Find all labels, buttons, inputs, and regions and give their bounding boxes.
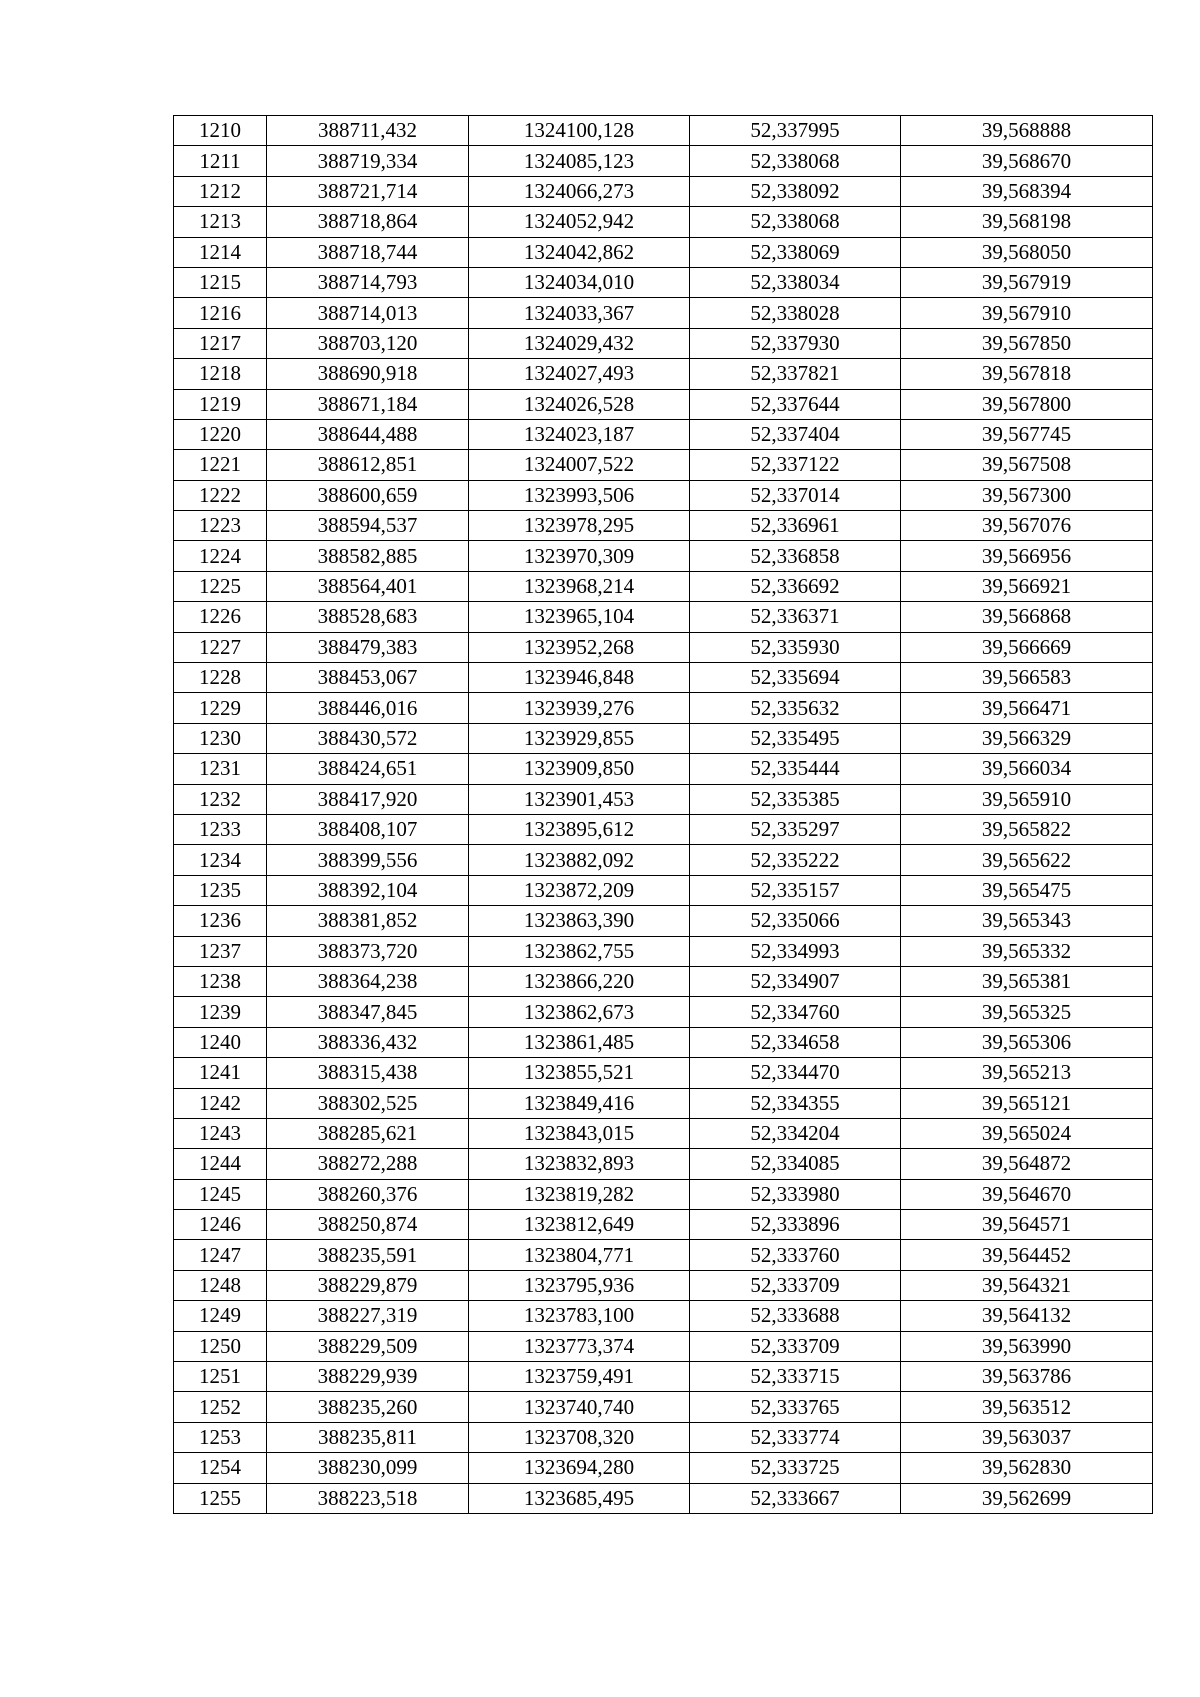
point-number-cell: 1222 (174, 480, 267, 510)
point-number-cell: 1217 (174, 328, 267, 358)
point-number-cell: 1212 (174, 176, 267, 206)
x-coordinate-cell: 388347,845 (267, 997, 469, 1027)
table-row (174, 267, 1153, 297)
y-coordinate-cell: 1323993,506 (469, 480, 690, 510)
longitude-cell: 39,567300 (901, 480, 1153, 510)
latitude-cell: 52,333709 (690, 1270, 901, 1300)
y-coordinate-cell: 1324042,862 (469, 237, 690, 267)
latitude-cell: 52,338028 (690, 298, 901, 328)
longitude-cell: 39,567076 (901, 511, 1153, 541)
point-number-cell: 1226 (174, 602, 267, 632)
coordinates-table-body (174, 116, 1153, 1514)
point-number-cell: 1243 (174, 1118, 267, 1148)
point-number-cell: 1244 (174, 1149, 267, 1179)
longitude-cell: 39,568050 (901, 237, 1153, 267)
latitude-cell: 52,334993 (690, 936, 901, 966)
longitude-cell: 39,563512 (901, 1392, 1153, 1422)
latitude-cell: 52,336858 (690, 541, 901, 571)
longitude-cell: 39,566956 (901, 541, 1153, 571)
table-row (174, 176, 1153, 206)
latitude-cell: 52,336371 (690, 602, 901, 632)
point-number-cell: 1218 (174, 359, 267, 389)
table-row (174, 997, 1153, 1027)
x-coordinate-cell: 388718,744 (267, 237, 469, 267)
y-coordinate-cell: 1323882,092 (469, 845, 690, 875)
y-coordinate-cell: 1323872,209 (469, 875, 690, 905)
x-coordinate-cell: 388430,572 (267, 723, 469, 753)
y-coordinate-cell: 1323773,374 (469, 1331, 690, 1361)
point-number-cell: 1214 (174, 237, 267, 267)
table-row (174, 1270, 1153, 1300)
x-coordinate-cell: 388582,885 (267, 541, 469, 571)
table-row (174, 906, 1153, 936)
y-coordinate-cell: 1323685,495 (469, 1483, 690, 1513)
point-number-cell: 1223 (174, 511, 267, 541)
table-row (174, 723, 1153, 753)
latitude-cell: 52,338069 (690, 237, 901, 267)
table-row (174, 845, 1153, 875)
latitude-cell: 52,334658 (690, 1027, 901, 1057)
longitude-cell: 39,563037 (901, 1422, 1153, 1452)
latitude-cell: 52,335632 (690, 693, 901, 723)
longitude-cell: 39,566329 (901, 723, 1153, 753)
point-number-cell: 1254 (174, 1453, 267, 1483)
longitude-cell: 39,566868 (901, 602, 1153, 632)
x-coordinate-cell: 388594,537 (267, 511, 469, 541)
x-coordinate-cell: 388364,238 (267, 966, 469, 996)
point-number-cell: 1246 (174, 1210, 267, 1240)
table-row (174, 146, 1153, 176)
point-number-cell: 1245 (174, 1179, 267, 1209)
latitude-cell: 52,337404 (690, 419, 901, 449)
y-coordinate-cell: 1324026,528 (469, 389, 690, 419)
table-row (174, 298, 1153, 328)
y-coordinate-cell: 1323901,453 (469, 784, 690, 814)
latitude-cell: 52,335930 (690, 632, 901, 662)
table-row (174, 450, 1153, 480)
point-number-cell: 1219 (174, 389, 267, 419)
table-row (174, 693, 1153, 723)
longitude-cell: 39,565343 (901, 906, 1153, 936)
latitude-cell: 52,333896 (690, 1210, 901, 1240)
longitude-cell: 39,563990 (901, 1331, 1153, 1361)
table-row (174, 541, 1153, 571)
y-coordinate-cell: 1323861,485 (469, 1027, 690, 1057)
latitude-cell: 52,333725 (690, 1453, 901, 1483)
latitude-cell: 52,335495 (690, 723, 901, 753)
y-coordinate-cell: 1324034,010 (469, 267, 690, 297)
latitude-cell: 52,333760 (690, 1240, 901, 1270)
table-row (174, 207, 1153, 237)
latitude-cell: 52,337930 (690, 328, 901, 358)
point-number-cell: 1234 (174, 845, 267, 875)
point-number-cell: 1242 (174, 1088, 267, 1118)
y-coordinate-cell: 1324027,493 (469, 359, 690, 389)
point-number-cell: 1251 (174, 1362, 267, 1392)
table-row (174, 1483, 1153, 1513)
point-number-cell: 1255 (174, 1483, 267, 1513)
longitude-cell: 39,563786 (901, 1362, 1153, 1392)
table-row (174, 1179, 1153, 1209)
x-coordinate-cell: 388223,518 (267, 1483, 469, 1513)
longitude-cell: 39,567508 (901, 450, 1153, 480)
y-coordinate-cell: 1323843,015 (469, 1118, 690, 1148)
longitude-cell: 39,564670 (901, 1179, 1153, 1209)
table-row (174, 1210, 1153, 1240)
y-coordinate-cell: 1324023,187 (469, 419, 690, 449)
latitude-cell: 52,333765 (690, 1392, 901, 1422)
x-coordinate-cell: 388227,319 (267, 1301, 469, 1331)
x-coordinate-cell: 388260,376 (267, 1179, 469, 1209)
x-coordinate-cell: 388719,334 (267, 146, 469, 176)
point-number-cell: 1233 (174, 814, 267, 844)
latitude-cell: 52,336692 (690, 571, 901, 601)
latitude-cell: 52,335297 (690, 814, 901, 844)
point-number-cell: 1247 (174, 1240, 267, 1270)
point-number-cell: 1253 (174, 1422, 267, 1452)
point-number-cell: 1220 (174, 419, 267, 449)
point-number-cell: 1215 (174, 267, 267, 297)
longitude-cell: 39,568670 (901, 146, 1153, 176)
table-row (174, 936, 1153, 966)
table-row (174, 480, 1153, 510)
x-coordinate-cell: 388229,879 (267, 1270, 469, 1300)
table-row (174, 419, 1153, 449)
y-coordinate-cell: 1323862,755 (469, 936, 690, 966)
point-number-cell: 1240 (174, 1027, 267, 1057)
point-number-cell: 1211 (174, 146, 267, 176)
latitude-cell: 52,334760 (690, 997, 901, 1027)
x-coordinate-cell: 388392,104 (267, 875, 469, 905)
longitude-cell: 39,566471 (901, 693, 1153, 723)
point-number-cell: 1229 (174, 693, 267, 723)
x-coordinate-cell: 388612,851 (267, 450, 469, 480)
latitude-cell: 52,337821 (690, 359, 901, 389)
latitude-cell: 52,338068 (690, 207, 901, 237)
table-row (174, 237, 1153, 267)
point-number-cell: 1239 (174, 997, 267, 1027)
x-coordinate-cell: 388235,811 (267, 1422, 469, 1452)
x-coordinate-cell: 388315,438 (267, 1058, 469, 1088)
longitude-cell: 39,565475 (901, 875, 1153, 905)
latitude-cell: 52,337995 (690, 116, 901, 146)
latitude-cell: 52,335444 (690, 754, 901, 784)
x-coordinate-cell: 388302,525 (267, 1088, 469, 1118)
y-coordinate-cell: 1323978,295 (469, 511, 690, 541)
latitude-cell: 52,333980 (690, 1179, 901, 1209)
y-coordinate-cell: 1323740,740 (469, 1392, 690, 1422)
y-coordinate-cell: 1323849,416 (469, 1088, 690, 1118)
point-number-cell: 1235 (174, 875, 267, 905)
table-row (174, 1331, 1153, 1361)
x-coordinate-cell: 388721,714 (267, 176, 469, 206)
table-row (174, 1027, 1153, 1057)
point-number-cell: 1225 (174, 571, 267, 601)
x-coordinate-cell: 388235,260 (267, 1392, 469, 1422)
y-coordinate-cell: 1323804,771 (469, 1240, 690, 1270)
latitude-cell: 52,334470 (690, 1058, 901, 1088)
x-coordinate-cell: 388373,720 (267, 936, 469, 966)
x-coordinate-cell: 388718,864 (267, 207, 469, 237)
y-coordinate-cell: 1323783,100 (469, 1301, 690, 1331)
y-coordinate-cell: 1324066,273 (469, 176, 690, 206)
latitude-cell: 52,334907 (690, 966, 901, 996)
x-coordinate-cell: 388229,509 (267, 1331, 469, 1361)
latitude-cell: 52,335222 (690, 845, 901, 875)
point-number-cell: 1210 (174, 116, 267, 146)
longitude-cell: 39,567919 (901, 267, 1153, 297)
y-coordinate-cell: 1324052,942 (469, 207, 690, 237)
y-coordinate-cell: 1324033,367 (469, 298, 690, 328)
longitude-cell: 39,567910 (901, 298, 1153, 328)
longitude-cell: 39,566583 (901, 663, 1153, 693)
x-coordinate-cell: 388250,874 (267, 1210, 469, 1240)
longitude-cell: 39,565121 (901, 1088, 1153, 1118)
table-row (174, 966, 1153, 996)
longitude-cell: 39,565910 (901, 784, 1153, 814)
longitude-cell: 39,564452 (901, 1240, 1153, 1270)
table-row (174, 328, 1153, 358)
table-row (174, 875, 1153, 905)
longitude-cell: 39,565332 (901, 936, 1153, 966)
point-number-cell: 1228 (174, 663, 267, 693)
x-coordinate-cell: 388453,067 (267, 663, 469, 693)
point-number-cell: 1231 (174, 754, 267, 784)
latitude-cell: 52,333709 (690, 1331, 901, 1361)
longitude-cell: 39,562830 (901, 1453, 1153, 1483)
y-coordinate-cell: 1323965,104 (469, 602, 690, 632)
coordinates-table (173, 115, 1153, 1514)
table-row (174, 1088, 1153, 1118)
x-coordinate-cell: 388714,013 (267, 298, 469, 328)
longitude-cell: 39,565381 (901, 966, 1153, 996)
y-coordinate-cell: 1323855,521 (469, 1058, 690, 1088)
longitude-cell: 39,568394 (901, 176, 1153, 206)
table-row (174, 1392, 1153, 1422)
table-row (174, 1301, 1153, 1331)
y-coordinate-cell: 1323812,649 (469, 1210, 690, 1240)
longitude-cell: 39,567800 (901, 389, 1153, 419)
latitude-cell: 52,334085 (690, 1149, 901, 1179)
point-number-cell: 1227 (174, 632, 267, 662)
latitude-cell: 52,333774 (690, 1422, 901, 1452)
x-coordinate-cell: 388600,659 (267, 480, 469, 510)
y-coordinate-cell: 1323694,280 (469, 1453, 690, 1483)
longitude-cell: 39,566921 (901, 571, 1153, 601)
table-row (174, 754, 1153, 784)
x-coordinate-cell: 388644,488 (267, 419, 469, 449)
y-coordinate-cell: 1323863,390 (469, 906, 690, 936)
latitude-cell: 52,334355 (690, 1088, 901, 1118)
table-row (174, 116, 1153, 146)
x-coordinate-cell: 388408,107 (267, 814, 469, 844)
x-coordinate-cell: 388446,016 (267, 693, 469, 723)
y-coordinate-cell: 1323968,214 (469, 571, 690, 601)
y-coordinate-cell: 1324085,123 (469, 146, 690, 176)
latitude-cell: 52,338092 (690, 176, 901, 206)
x-coordinate-cell: 388272,288 (267, 1149, 469, 1179)
table-row (174, 632, 1153, 662)
point-number-cell: 1252 (174, 1392, 267, 1422)
x-coordinate-cell: 388690,918 (267, 359, 469, 389)
latitude-cell: 52,338068 (690, 146, 901, 176)
x-coordinate-cell: 388703,120 (267, 328, 469, 358)
latitude-cell: 52,336961 (690, 511, 901, 541)
y-coordinate-cell: 1323819,282 (469, 1179, 690, 1209)
x-coordinate-cell: 388671,184 (267, 389, 469, 419)
longitude-cell: 39,568888 (901, 116, 1153, 146)
latitude-cell: 52,333667 (690, 1483, 901, 1513)
point-number-cell: 1232 (174, 784, 267, 814)
table-row (174, 814, 1153, 844)
table-row (174, 1362, 1153, 1392)
table-row (174, 359, 1153, 389)
longitude-cell: 39,567818 (901, 359, 1153, 389)
x-coordinate-cell: 388479,383 (267, 632, 469, 662)
x-coordinate-cell: 388235,591 (267, 1240, 469, 1270)
latitude-cell: 52,335157 (690, 875, 901, 905)
longitude-cell: 39,565325 (901, 997, 1153, 1027)
longitude-cell: 39,565306 (901, 1027, 1153, 1057)
latitude-cell: 52,337014 (690, 480, 901, 510)
table-row (174, 1240, 1153, 1270)
point-number-cell: 1230 (174, 723, 267, 753)
x-coordinate-cell: 388230,099 (267, 1453, 469, 1483)
table-row (174, 511, 1153, 541)
longitude-cell: 39,567745 (901, 419, 1153, 449)
latitude-cell: 52,333688 (690, 1301, 901, 1331)
latitude-cell: 52,335385 (690, 784, 901, 814)
x-coordinate-cell: 388336,432 (267, 1027, 469, 1057)
x-coordinate-cell: 388285,621 (267, 1118, 469, 1148)
latitude-cell: 52,337644 (690, 389, 901, 419)
y-coordinate-cell: 1323952,268 (469, 632, 690, 662)
y-coordinate-cell: 1323866,220 (469, 966, 690, 996)
table-row (174, 1118, 1153, 1148)
point-number-cell: 1249 (174, 1301, 267, 1331)
longitude-cell: 39,564132 (901, 1301, 1153, 1331)
y-coordinate-cell: 1324007,522 (469, 450, 690, 480)
y-coordinate-cell: 1324100,128 (469, 116, 690, 146)
y-coordinate-cell: 1323939,276 (469, 693, 690, 723)
point-number-cell: 1221 (174, 450, 267, 480)
latitude-cell: 52,338034 (690, 267, 901, 297)
longitude-cell: 39,567850 (901, 328, 1153, 358)
table-row (174, 1058, 1153, 1088)
table-row (174, 1149, 1153, 1179)
table-row (174, 663, 1153, 693)
point-number-cell: 1248 (174, 1270, 267, 1300)
y-coordinate-cell: 1323946,848 (469, 663, 690, 693)
table-row (174, 389, 1153, 419)
y-coordinate-cell: 1323708,320 (469, 1422, 690, 1452)
longitude-cell: 39,566669 (901, 632, 1153, 662)
x-coordinate-cell: 388381,852 (267, 906, 469, 936)
latitude-cell: 52,335066 (690, 906, 901, 936)
x-coordinate-cell: 388564,401 (267, 571, 469, 601)
point-number-cell: 1241 (174, 1058, 267, 1088)
point-number-cell: 1237 (174, 936, 267, 966)
point-number-cell: 1238 (174, 966, 267, 996)
x-coordinate-cell: 388229,939 (267, 1362, 469, 1392)
point-number-cell: 1250 (174, 1331, 267, 1361)
point-number-cell: 1236 (174, 906, 267, 936)
y-coordinate-cell: 1323929,855 (469, 723, 690, 753)
x-coordinate-cell: 388714,793 (267, 267, 469, 297)
table-row (174, 571, 1153, 601)
point-number-cell: 1224 (174, 541, 267, 571)
y-coordinate-cell: 1323759,491 (469, 1362, 690, 1392)
x-coordinate-cell: 388417,920 (267, 784, 469, 814)
y-coordinate-cell: 1323795,936 (469, 1270, 690, 1300)
longitude-cell: 39,565822 (901, 814, 1153, 844)
longitude-cell: 39,568198 (901, 207, 1153, 237)
latitude-cell: 52,337122 (690, 450, 901, 480)
y-coordinate-cell: 1323862,673 (469, 997, 690, 1027)
y-coordinate-cell: 1323895,612 (469, 814, 690, 844)
longitude-cell: 39,562699 (901, 1483, 1153, 1513)
y-coordinate-cell: 1323832,893 (469, 1149, 690, 1179)
longitude-cell: 39,564571 (901, 1210, 1153, 1240)
longitude-cell: 39,566034 (901, 754, 1153, 784)
longitude-cell: 39,565213 (901, 1058, 1153, 1088)
point-number-cell: 1213 (174, 207, 267, 237)
latitude-cell: 52,334204 (690, 1118, 901, 1148)
x-coordinate-cell: 388528,683 (267, 602, 469, 632)
x-coordinate-cell: 388399,556 (267, 845, 469, 875)
latitude-cell: 52,335694 (690, 663, 901, 693)
table-row (174, 784, 1153, 814)
longitude-cell: 39,564872 (901, 1149, 1153, 1179)
y-coordinate-cell: 1324029,432 (469, 328, 690, 358)
table-row (174, 1453, 1153, 1483)
point-number-cell: 1216 (174, 298, 267, 328)
table-row (174, 1422, 1153, 1452)
y-coordinate-cell: 1323909,850 (469, 754, 690, 784)
table-row (174, 602, 1153, 632)
longitude-cell: 39,565622 (901, 845, 1153, 875)
latitude-cell: 52,333715 (690, 1362, 901, 1392)
longitude-cell: 39,565024 (901, 1118, 1153, 1148)
x-coordinate-cell: 388711,432 (267, 116, 469, 146)
x-coordinate-cell: 388424,651 (267, 754, 469, 784)
y-coordinate-cell: 1323970,309 (469, 541, 690, 571)
longitude-cell: 39,564321 (901, 1270, 1153, 1300)
